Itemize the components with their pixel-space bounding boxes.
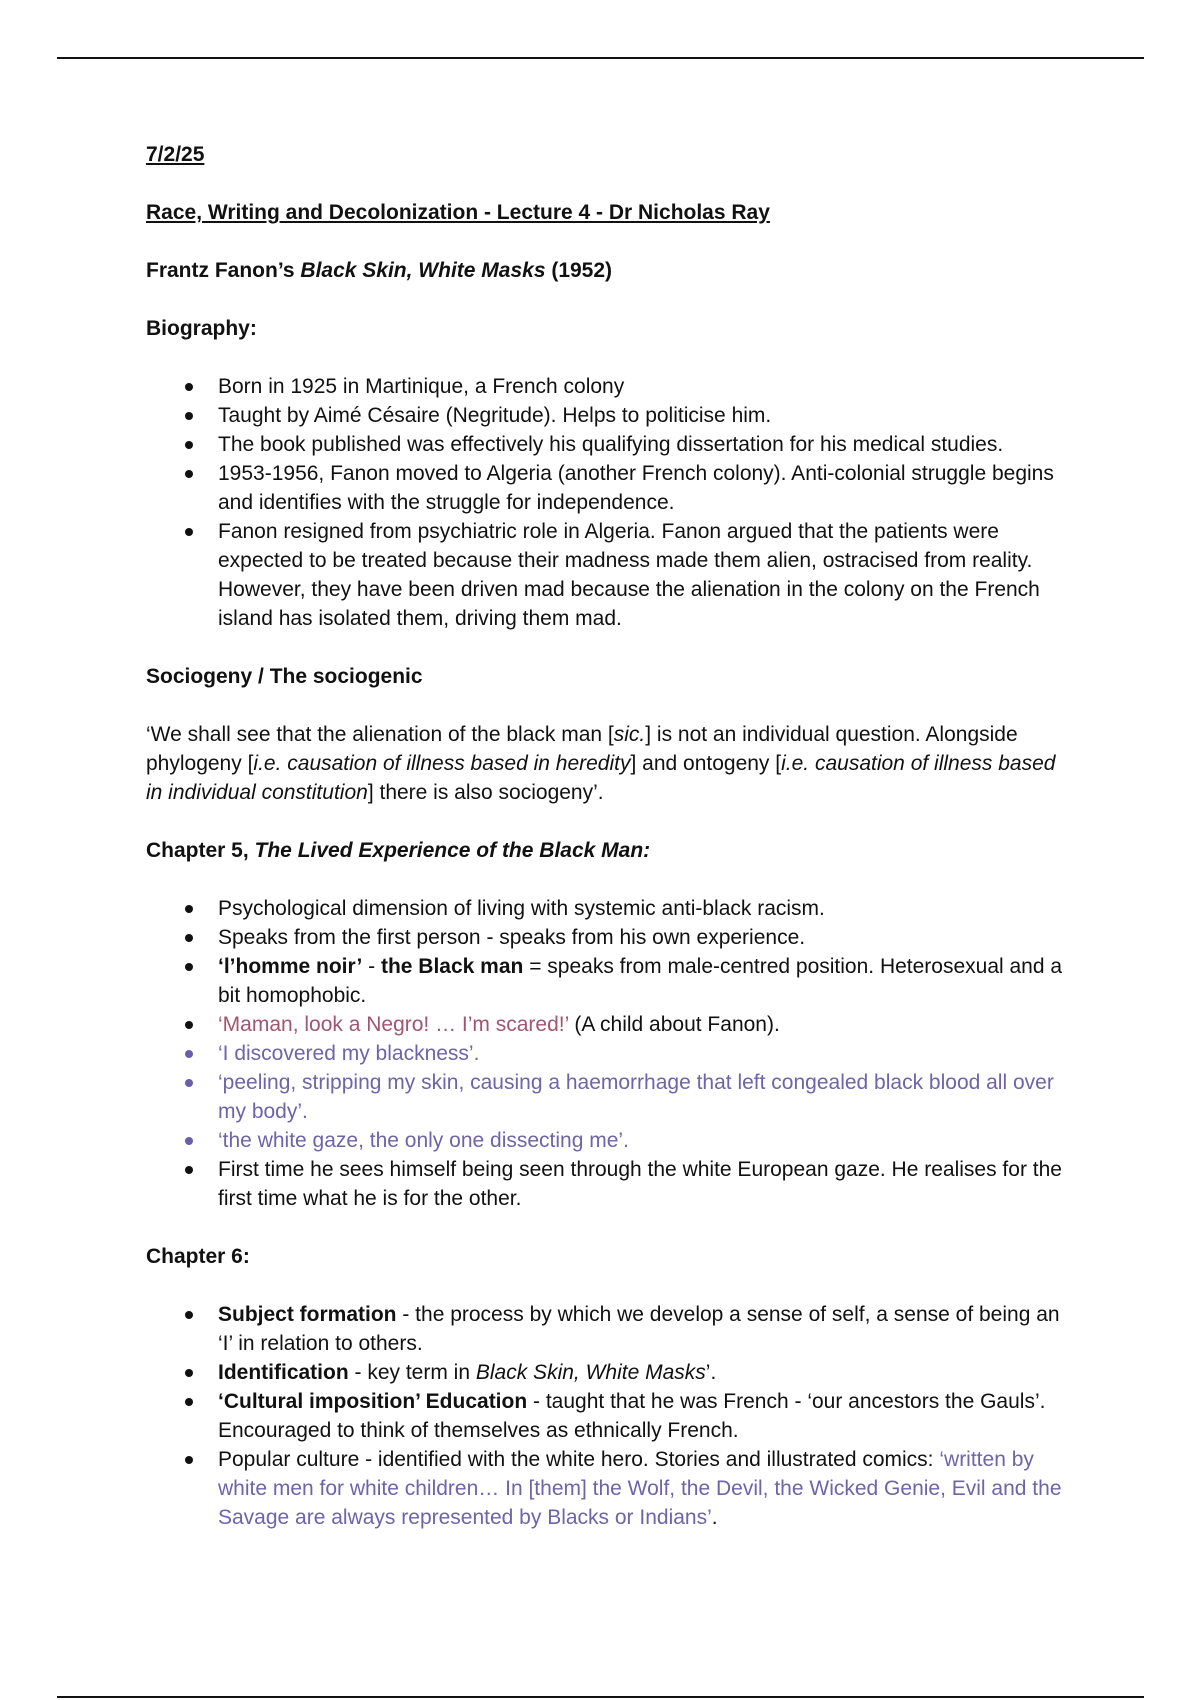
list-item: [146, 1445, 1066, 1532]
list-item: [146, 1387, 1066, 1445]
term-cultural-imposition: ‘Cultural imposition’ Education: [218, 1390, 528, 1413]
top-rule: [57, 57, 1144, 59]
book-title-ref: Black Skin, White Masks: [475, 1361, 706, 1384]
list-item: [146, 952, 1066, 1010]
item-text: .: [711, 1506, 718, 1529]
list-item: Psychological dimension of living with systemic anti-black racism.: [146, 894, 1066, 923]
item-text: Popular culture - identified with the white hero. Stories and illustrated comics:: [218, 1448, 940, 1471]
separator: -: [362, 955, 381, 978]
list-item: Speaks from the first person - speaks from his own experience.: [146, 923, 1066, 952]
document-body: [146, 140, 1066, 1561]
list-item: The book published was effectively his qualifying dissertation for his medical studies.: [146, 430, 1066, 459]
list-item: First time he sees himself being seen through the white European gaze. He realises for the first time what he is for the other.: [146, 1155, 1066, 1213]
list-item: [146, 1010, 1066, 1039]
book-heading-suffix: (1952): [545, 259, 613, 282]
chapter5-heading-prefix: Chapter 5,: [146, 839, 255, 862]
chapter6-list: [146, 1300, 1066, 1532]
list-item: ‘the white gaze, the only one dissecting me’.: [146, 1126, 1066, 1155]
term-identification: Identification: [218, 1361, 349, 1384]
item-text: - the process by which we develop a sense of self, a sense of being an ‘I’ in relation to others.: [218, 1303, 1060, 1355]
item-text: (A child about Fanon).: [568, 1013, 780, 1036]
chapter5-list: [146, 894, 1066, 1213]
list-item: 1953-1956, Fanon moved to Algeria (another French colony). Anti-colonial struggle begins and identifies with the struggle for independence.: [146, 459, 1066, 517]
quote-phylogeny-gloss: i.e. causation of illness based in heredity: [253, 752, 631, 775]
quote-part: ] and ontogeny [: [630, 752, 782, 775]
item-text: = speaks from male-centred position. Heterosexual and a bit homophobic.: [218, 955, 1063, 1007]
book-heading-prefix: Frantz Fanon’s: [146, 259, 301, 282]
book-heading-title: Black Skin, White Masks: [300, 259, 546, 282]
biography-heading: Biography:: [146, 317, 257, 340]
term-subject-formation: Subject formation: [218, 1303, 397, 1326]
list-item: [146, 1300, 1066, 1358]
book-heading: [146, 256, 1066, 285]
chapter5-heading: [146, 836, 1066, 865]
quote-part: ‘We shall see that the alienation of the black man [: [146, 723, 614, 746]
list-item: Born in 1925 in Martinique, a French colony: [146, 372, 1066, 401]
list-item: Taught by Aimé Césaire (Negritude). Helps to politicise him.: [146, 401, 1066, 430]
sociogeny-quote: [146, 720, 1066, 807]
biography-list: [146, 372, 1066, 633]
item-text: ’.: [705, 1361, 717, 1384]
child-quote: ‘Maman, look a Negro! … I’m scared!’: [218, 1013, 569, 1036]
item-text: - key term in: [348, 1361, 476, 1384]
lecture-date: 7/2/25: [146, 143, 205, 166]
list-item: Fanon resigned from psychiatric role in Algeria. Fanon argued that the patients were expected to be treated because their madness made them alien, ostracised from reality. However, they have been driven mad because the alienation in the colony on the French island has isolated them, driving them mad.: [146, 517, 1066, 633]
term-black-man: the Black man: [380, 955, 524, 978]
list-item: ‘peeling, stripping my skin, causing a haemorrhage that left congealed black blood all over my body’.: [146, 1068, 1066, 1126]
list-item: ‘I discovered my blackness’.: [146, 1039, 1066, 1068]
chapter5-heading-title: The Lived Experience of the Black Man:: [254, 839, 651, 862]
lecture-title: Race, Writing and Decolonization - Lecture 4 - Dr Nicholas Ray: [146, 201, 770, 224]
quote-ontogeny-gloss: i.e. causation of illness based in individual constitution: [146, 752, 1056, 804]
bottom-rule: [57, 1696, 1144, 1698]
term-homme-noir: ‘l’homme noir’: [218, 955, 363, 978]
comics-quote: ‘written by white men for white children… In [them] the Wolf, the Devil, the Wicked Genie, Evil and the Savage are always represented by Blacks or Indians’: [218, 1448, 1062, 1529]
chapter6-heading: Chapter 6:: [146, 1245, 250, 1268]
quote-part: ] there is also sociogeny’.: [367, 781, 604, 804]
list-item: [146, 1358, 1066, 1387]
quote-sic: sic.: [613, 723, 646, 746]
sociogeny-heading: Sociogeny / The sociogenic: [146, 665, 423, 688]
quote-part: ] is not an individual question. Alongside phylogeny [: [146, 723, 1018, 775]
item-text: - taught that he was French - ‘our ancestors the Gauls’. Encouraged to think of themselves as ethnically French.: [218, 1390, 1046, 1442]
